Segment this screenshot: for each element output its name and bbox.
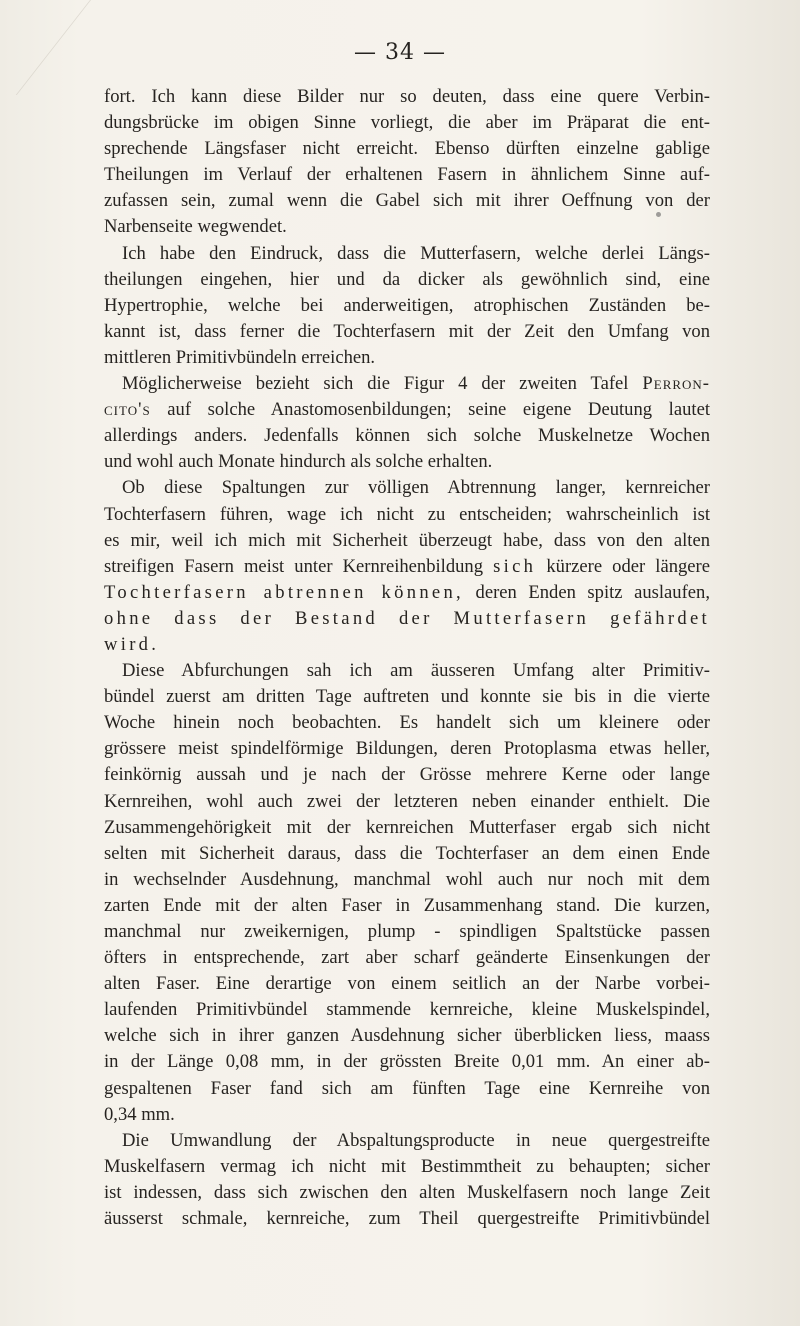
author-name: cito's bbox=[104, 399, 151, 421]
text-line: fort. Ich kann diese Bilder nur so deuten, dass eine quere Verbin- bbox=[104, 86, 710, 107]
paragraph bbox=[104, 84, 710, 241]
paragraph bbox=[104, 658, 710, 1128]
text-line: kannt ist, dass ferner die Tochterfasern mit der Zeit den Umfang von bbox=[104, 320, 710, 342]
text-line: Tochterfasern führen, wage ich nicht zu entscheiden; wahrscheinlich ist bbox=[104, 503, 710, 525]
text-line: bündel zuerst am dritten Tage auftreten und konnte sie bis in die vierte bbox=[104, 686, 710, 708]
text-run: deren Enden spitz auslaufen, bbox=[464, 581, 710, 603]
text-line: Die Umwandlung der Abspaltungsproducte in neue quergestreifte bbox=[122, 1129, 710, 1151]
text-line: 0,34 mm. bbox=[104, 1103, 175, 1125]
ink-speck bbox=[656, 212, 661, 217]
text-line: äusserst schmale, kernreiche, zum Theil quergestreifte Primitivbündel bbox=[104, 1208, 710, 1230]
text-line: welche sich in ihrer ganzen Ausdehnung sicher überblicken liess, maass bbox=[104, 1025, 710, 1047]
text-line: theilungen eingehen, hier und da dicker als gewöhnlich sind, eine bbox=[104, 268, 710, 290]
text-line: es mir, weil ich mich mit Sicherheit überzeugt habe, dass von den alten bbox=[104, 529, 710, 551]
text-line: grössere meist spindelförmige Bildungen, deren Protoplasma etwas heller, bbox=[104, 738, 710, 760]
text-line: mittleren Primitivbündeln erreichen. bbox=[104, 346, 376, 368]
text-line: Ob diese Spaltungen zur völligen Abtrennung langer, kernreicher bbox=[122, 477, 710, 499]
text-run: Möglicherweise bezieht sich die Figur 4 der zweiten Tafel bbox=[122, 373, 643, 395]
text-line: allerdings anders. Jedenfalls können sich solche Muskelnetze Wochen bbox=[104, 425, 710, 447]
text-line: zarten Ende mit der alten Faser in Zusammenhang stand. Die kurzen, bbox=[104, 894, 710, 916]
text-line: Ich habe den Eindruck, dass die Mutterfasern, welche derlei Längs- bbox=[122, 242, 710, 264]
text-line: Zusammengehörigkeit mit der kernreichen Mutterfaser ergab sich nicht bbox=[104, 816, 710, 838]
text-line bbox=[104, 371, 710, 397]
emphasis-text: sich bbox=[493, 555, 537, 577]
text-line: zufassen sein, zumal wenn die Gabel sich mit ihrer Oeffnung von der bbox=[104, 190, 710, 212]
text-line: dungsbrücke im obigen Sinne vorliegt, die aber im Präparat die ent- bbox=[104, 112, 710, 134]
emphasis-line: wird. bbox=[104, 633, 160, 655]
text-line: Diese Abfurchungen sah ich am äusseren Umfang alter Primitiv- bbox=[122, 660, 710, 682]
paragraph bbox=[104, 241, 710, 371]
text-line: Hypertrophie, welche bei anderweitigen, atrophischen Zuständen be- bbox=[104, 294, 710, 316]
text-line bbox=[104, 397, 710, 423]
text-line: Narbenseite wegwendet. bbox=[104, 216, 287, 238]
text-line: und wohl auch Monate hindurch als solche erhalten. bbox=[104, 451, 493, 473]
author-name: Perron- bbox=[642, 373, 710, 395]
page-number: — 34 — bbox=[354, 40, 446, 65]
text-line bbox=[104, 554, 710, 580]
text-line: alten Faser. Eine derartige von einem seitlich an der Narbe vorbei- bbox=[104, 973, 710, 995]
text-line: öfters in entsprechende, zart aber scharf geänderte Einsenkungen der bbox=[104, 947, 710, 969]
text-line: manchmal nur zweikernigen, plump - spindligen Spaltstücke passen bbox=[104, 921, 710, 942]
body-text bbox=[104, 84, 710, 1232]
text-line: laufenden Primitivbündel stammende kernreiche, kleine Muskelspindel, bbox=[104, 999, 710, 1021]
emphasis-line: ohne dass der Bestand der Mutterfasern gefährdet bbox=[104, 607, 710, 629]
text-line: gespaltenen Faser fand sich am fünften Tage eine Kernreihe von bbox=[104, 1077, 710, 1099]
text-line: Muskelfasern vermag ich nicht mit Bestimmtheit zu behaupten; sicher bbox=[104, 1155, 710, 1177]
text-line: in der Länge 0,08 mm, in der grössten Breite 0,01 mm. An einer ab- bbox=[104, 1051, 710, 1073]
text-line: ist indessen, dass sich zwischen den alten Muskelfasern noch lange Zeit bbox=[104, 1181, 710, 1203]
text-run: streifigen Fasern meist unter Kernreihenbildung bbox=[104, 555, 494, 577]
paragraph bbox=[104, 475, 710, 658]
text-run: auf solche Anastomosenbildungen; seine eigene Deutung lautet bbox=[150, 399, 710, 421]
text-run: kürzere oder längere bbox=[536, 555, 710, 577]
paragraph bbox=[104, 371, 710, 475]
text-line bbox=[104, 580, 710, 606]
text-line: feinkörnig aussah und je nach der Grösse mehrere Kerne oder lange bbox=[104, 764, 710, 786]
text-line: Woche hinein noch beobachten. Es handelt sich um kleinere oder bbox=[104, 712, 710, 734]
text-line: in wechselnder Ausdehnung, manchmal wohl auch nur noch mit dem bbox=[104, 868, 710, 890]
text-line: Theilungen im Verlauf der erhaltenen Fasern in ähnlichem Sinne auf- bbox=[104, 164, 710, 186]
text-line: selten mit Sicherheit daraus, dass die Tochterfaser an dem einen Ende bbox=[104, 842, 710, 864]
text-line: sprechende Längsfaser nicht erreicht. Ebenso dürften einzelne gablige bbox=[104, 138, 710, 160]
text-line: Kernreihen, wohl auch zwei der letzteren neben einander enthielt. Die bbox=[104, 790, 710, 812]
emphasis-text: Tochterfasern abtrennen können, bbox=[104, 581, 465, 603]
paragraph bbox=[104, 1128, 710, 1232]
